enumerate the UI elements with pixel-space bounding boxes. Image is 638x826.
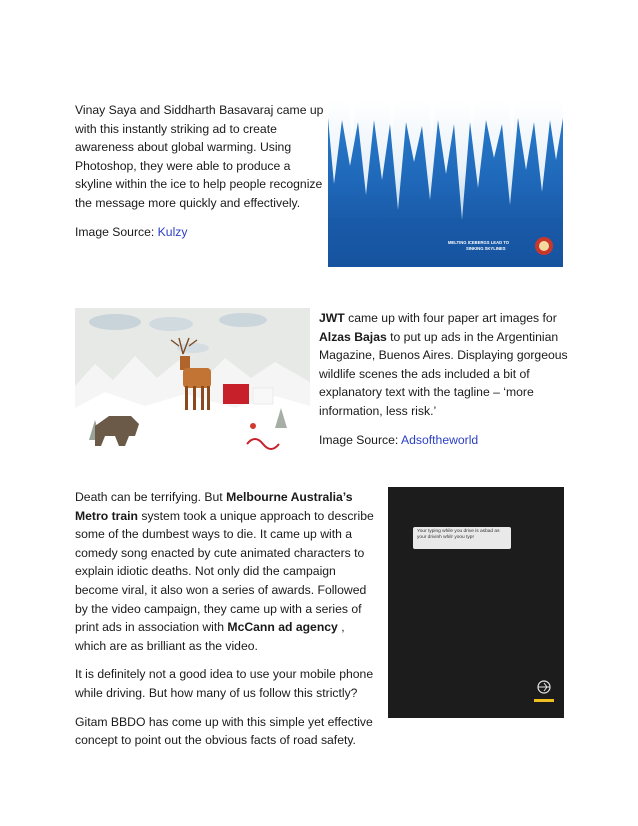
ad-tagline-line2: SINKING SKYLINES	[466, 246, 506, 251]
mccann-bold: McCann ad agency	[227, 620, 338, 635]
jwt-bold: JWT	[319, 311, 345, 325]
source-link-adsoftheworld[interactable]: Adsoftheworld	[400, 432, 479, 447]
road-safety-ad-image	[388, 487, 564, 718]
alzas-bajas-bold: Alzas Bajas	[319, 329, 387, 344]
section3-text-c: , which are as brilliant as the video.	[75, 620, 345, 653]
section2-text-b: to put up ads in the Argentinian Magazine, Buenos Aires. Displaying gorgeous wildlife scenes the ads included a bit of explanatory text with the tagline – ‘more information, less risk.’	[319, 329, 568, 418]
section1-paragraph: Vinay Saya and Siddharth Basavaraj came up with this instantly striking ad to create awareness about global warming. Using Photoshop, they were able to produce a skyline within the ice to help people recognize the message more quickly and effectively.	[75, 103, 324, 210]
section2-text	[319, 309, 574, 459]
section2-source	[319, 431, 574, 450]
section3-text-b: system took a unique approach to describe some of the dumbest ways to die. It came up with a comedy song enacted by cute animated characters to explain idiotic deaths. Not only did the campaign become viral, it also won a series of awards. Followed by the video campaign, they came up with a series of print ads in association with	[75, 508, 374, 635]
section3-paragraph3: Gitam BBDO has come up with this simple yet effective concept to point out the obvious facts of road safety.	[75, 714, 373, 748]
ad-message-box: Your typing while you drive is asbad as your drivinh whilr yoou typr	[413, 527, 511, 549]
section3-text	[75, 488, 377, 760]
paper-art-illustration	[75, 308, 310, 470]
brand-logo-icon	[388, 487, 564, 718]
section3-text-a: Death can be terrifying. But	[75, 490, 227, 504]
section1-text	[75, 101, 325, 251]
section2-text-a: came up with four paper art images for	[344, 311, 557, 325]
section1-source	[75, 223, 325, 242]
source-link-kulzy[interactable]: Kulzy	[157, 224, 188, 239]
icicles-ad-image	[328, 100, 563, 267]
icicles-illustration	[328, 100, 563, 267]
section3-paragraph1	[75, 488, 377, 655]
section3-paragraph2: It is definitely not a good idea to use your mobile phone while driving. But how many of us follow this strictly?	[75, 667, 374, 700]
section2-paragraph	[319, 309, 574, 421]
ad-tagline-line1: MELTING ICEBERGS LEAD TO	[448, 240, 510, 245]
source-label: Image Source:	[75, 224, 155, 239]
metro-train-bold: Melbourne Australia’s Metro train	[75, 490, 353, 523]
source-label: Image Source:	[319, 432, 399, 447]
paper-art-ad-image	[75, 308, 310, 470]
